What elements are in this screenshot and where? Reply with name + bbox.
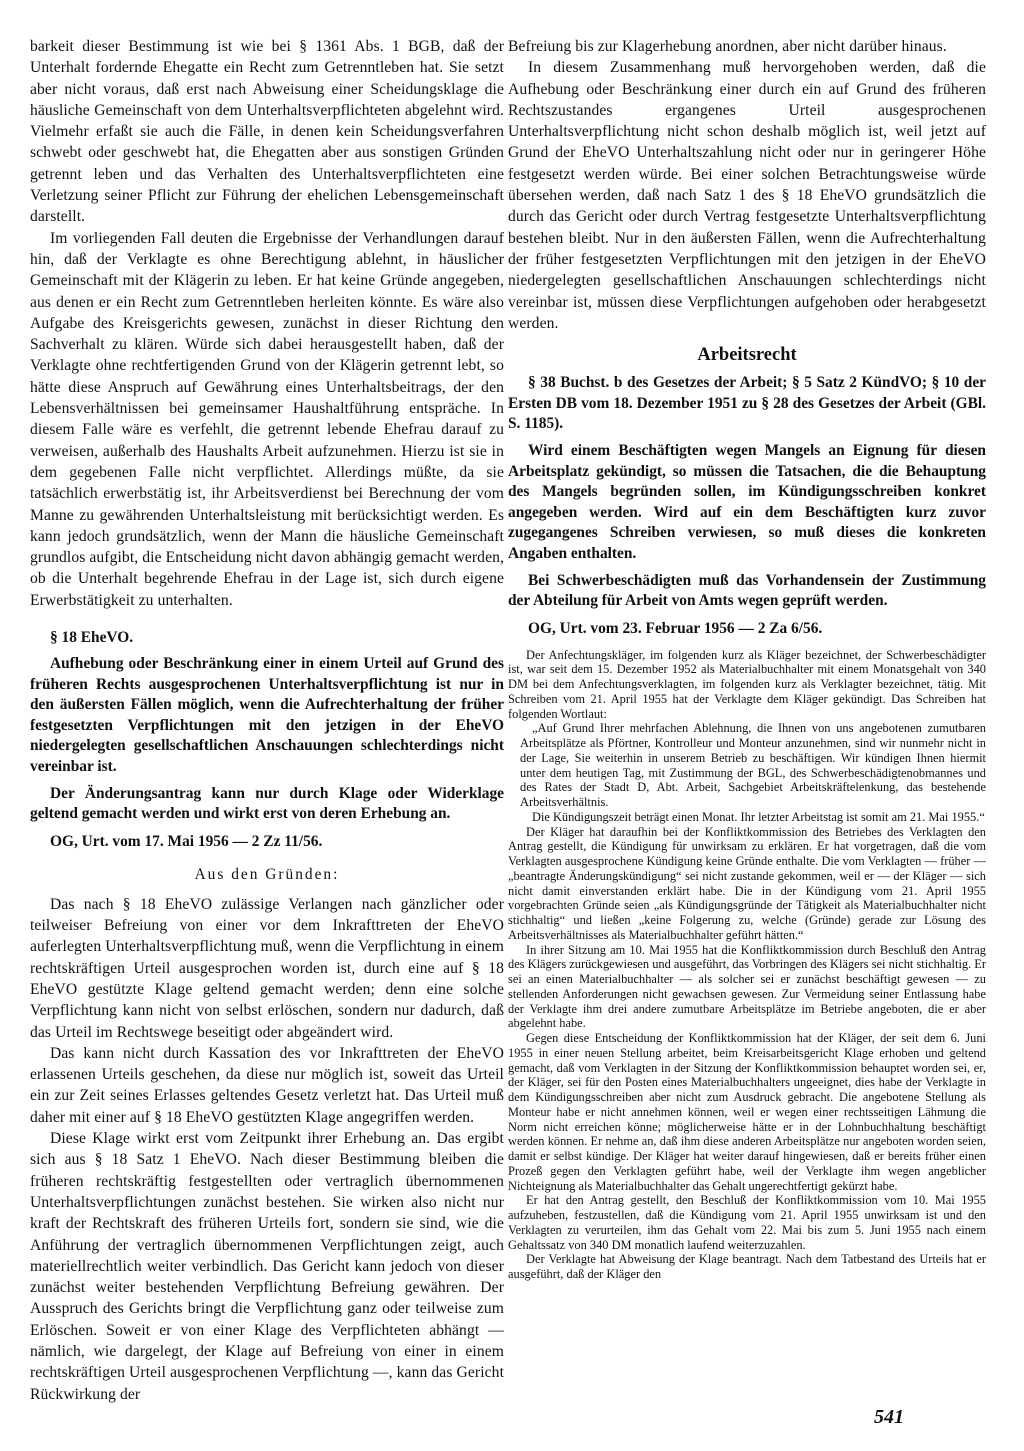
small-paragraph: In ihrer Sitzung am 10. Mai 1955 hat die Konfliktkommission durch Beschluß den Antrag des Klägers zurückgewiesen und ausgeführt, das Vorbringen des Klägers sei nicht stichhaltig. Er sei an einen Materialbuchhalter — als solcher sei er zunächst beschäftigt gewesen — zu stellenden Anforderungen nicht gewachsen gewesen. Zur Vermeidung seiner Entlassung habe der Verklagte ihm drei andere zumutbare Arbeitsplätze im Betriebe angeboten, die er aber abgelehnt habe. (508, 942, 986, 1031)
small-paragraph: Der Verklagte hat Abweisung der Klage beantragt. Nach dem Tatbestand des Urteils hat er ausgeführt, daß der Kläger den (508, 1252, 986, 1282)
law-reference: § 18 EheVO. (50, 629, 134, 647)
quoted-paragraph: „Auf Grund Ihrer mehrfachen Ablehnung, die Ihnen von uns angebotenen zumutbaren Arbeitsplätze als Pförtner, Kontrolleur und Monteur anzunehmen, sind wir nunmehr nicht in der Lage, Sie weiterhin in unserem Betrieb zu beschäftigen. Wir kündigen Ihnen hiermit unter dem heutigen Tag, mit Zustimmung der BGL, des Schwerbeschädigtenobmannes und des Rates der Stadt D, Abt. Arbeit, Sachgebiet Arbeitskräftelenkung, das bestehende Arbeitsverhältnis. (520, 721, 986, 810)
court-citation: OG, Urt. vom 17. Mai 1956 — 2 Zz 11/56. (50, 832, 323, 850)
headnote-paragraph: Wird einem Beschäftigten wegen Mangels an Eignung für diesen Arbeitsplatz gekündigt, so müssen die Tatsachen, die die Behauptung des Mangels begründen sollen, im Kündigungsschreiben konkret angegeben werden. Wird auf ein dem Beschäftigten kurz zuvor zugegangenes Schreiben verwiesen, so muß dieses die konkreten Angaben enthalten. (508, 441, 986, 562)
small-paragraph: Er hat den Antrag gestellt, den Beschluß der Konfliktkommission vom 10. Mai 1955 aufzuheben, festzustellen, daß die Kündigung vom 21. April 1955 unwirksam ist und den Verklagten zu verurteilen, ihm das Gehalt vom 22. Mai bis zum 5. Juni 1955 nach einem Gehaltssatz von 340 DM monatlich laufend weiterzuzahlen. (508, 1193, 986, 1252)
page-number: 541 (874, 1406, 904, 1428)
quoted-paragraph: Die Kündigungszeit beträgt einen Monat. Ihr letzter Arbeitstag ist somit am 21. Mai 1955.“ (532, 809, 985, 824)
body-paragraph: In diesem Zusammenhang muß hervorgehoben werden, daß die Aufhebung oder Beschränkung einer durch ein auf Grund des früheren Rechtszustandes ergangenes Urteil ausgesprochenen Unterhaltsverpflichtung nicht schon deshalb möglich ist, weil jetzt auf Grund der EheVO Unterhaltszahlung nicht oder nur in geringerer Höhe festgesetzt werden würde. Bei einer solchen Betrachtungsweise würde übersehen werden, daß nach Satz 1 des § 18 EheVO grundsätzlich die durch das Gericht oder durch Vertrag festgesetzte Unterhaltsverpflichtung bestehen bleibt. Nur in den äußersten Fällen, wenn die Aufrechterhaltung der früher festgesetzten Verpflichtungen mit den jetzigen in der EheVO niedergelegten gesellschaftlichen Anschauungen schlechterdings nicht vereinbar ist, müssen diese Verpflichtungen aufgehoben oder herabgesetzt werden. (508, 59, 986, 332)
headnote-paragraph: Aufhebung oder Beschränkung einer in einem Urteil auf Grund des früheren Rechts ausgesprochenen Unterhaltsverpflichtung ist nur in den äußersten Fällen möglich, wenn die Aufrechterhaltung der früher festgesetzten Verpflichtungen mit den jetzigen in der EheVO niedergelegten gesellschaftlichen Anschauungen schlechterdings nicht vereinbar ist. (30, 655, 504, 775)
body-paragraph: Diese Klage wirkt erst vom Zeitpunkt ihrer Erhebung an. Das ergibt sich aus § 18 Satz 1 EheVO. Nach dieser Bestimmung bleiben die früheren rechtskräftig festgestellten oder vertraglich übernommenen Unterhaltsverpflichtungen zunächst bestehen. Sie wirken also nicht nur kraft der Rechtskraft des früheren Urteils fort, sondern sie sind, wie die Anführung der vertraglich übernommenen Verpflichtungen zeigt, auch materiellrechtlich weiter verbindlich. Das Gericht kann jedoch von dieser zunächst weiter bestehenden Verpflichtung Befreiung gewähren. Der Ausspruch des Gerichts bringt die Verpflichtung ganz oder teilweise zum Erlöschen. Soweit er von einer Klage des Verpflichteten abhängt — nämlich, wie dargelegt, der Klage auf Befreiung von einer in einem rechtskräftigen Urteil ausgesprochenen Verpflichtung —, kann das Gericht Rückwirkung der (30, 1130, 504, 1403)
left-column (30, 36, 504, 1405)
law-reference: § 38 Buchst. b des Gesetzes der Arbeit; § 5 Satz 2 KündVO; § 10 der Ersten DB vom 18. Dezember 1951 zu § 28 des Gesetzes der Arbeit (GBl. S. 1185). (508, 374, 986, 433)
small-paragraph: Der Anfechtungskläger, im folgenden kurz als Kläger bezeichnet, der Schwerbeschädigter ist, war seit dem 15. Dezember 1952 als Materialbuchhalter mit einem Monatsgehalt von 340 DM bei dem Anfechtungsverklagten, im folgenden kurz als Verklagter bezeichnet, tätig. Mit Schreiben vom 21. April 1955 hat der Verklagte dem Kläger gekündigt. Das Schreiben hat folgenden Wortlaut: (508, 647, 986, 721)
court-citation: OG, Urt. vom 23. Februar 1956 — 2 Za 6/56. (528, 619, 823, 637)
headnote-paragraph: Bei Schwerbeschädigten muß das Vorhandensein der Zustimmung der Abteilung für Arbeit von Amts wegen geprüft werden. (508, 571, 986, 610)
body-paragraph: Im vorliegenden Fall deuten die Ergebnisse der Verhandlungen darauf hin, daß der Verklagte es ohne Berechtigung ablehnt, in häuslicher Gemeinschaft mit der Klägerin zu leben. Er hat keine Gründe angegeben, aus denen er ein Recht zum Getrenntleben herleiten könnte. Es wäre also Aufgabe des Kreisgerichts gewesen, zunächst in dieser Richtung den Sachverhalt zu klären. Würde sich dabei herausgestellt haben, daß der Verklagte ohne rechtfertigenden Grund von der Klägerin getrennt lebt, so hätte diese Anspruch auf Gewährung eines Unterhaltsbeitrags, der den Lebensverhältnissen bei gemeinsamer Haushaltführung entspräche. In diesem Falle wäre es verfehlt, die getrennt lebende Ehefrau darauf zu verweisen, außerhalb des Haushalts Arbeit aufzunehmen. Hierzu ist sie in dem gegebenen Falle nicht verpflichtet. Allerdings müßte, da sie tatsächlich erwerbstätig ist, ihr Arbeitsverdienst bei Berechnung der vom Manne zu gewährenden Unterhaltsleistung mit berücksichtigt werden. Es kann jedoch grundsätzlich, wenn der Mann die häusliche Gemeinschaft grundlos aufgibt, die Entscheidung nicht davon abhängig gemacht werden, ob die Unterhalt begehrende Ehefrau in der Lage ist, sich durch eigene Erwerbstätigkeit zu unterhalten. (30, 229, 504, 609)
body-paragraph: Befreiung bis zur Klagerhebung anordnen, aber nicht darüber hinaus. (508, 38, 947, 55)
small-paragraph: Gegen diese Entscheidung der Konfliktkommission hat der Kläger, der seit dem 6. Juni 1955 in einer neuen Stellung arbeitet, beim Kreisarbeitsgericht Klage erhoben und geltend gemacht, daß vom Verklagten in der Sitzung der Konfliktkommission behauptet worden sei, er, der Kläger, sei für den Posten eines Materialbuchhalters ungeeignet, dies habe der Verklagte in dem Kündigungsschreiben aber nicht zum Ausdruck gebracht. Die angebotene Stellung als Monteur habe er nicht annehmen können, weil er wegen einer rechtsseitigen Lähmung die Norm nicht erreichen könne; möglicherweise hätte er in der Lohnbuchhaltung beschäftigt werden können. Er nehme an, daß ihm diese anderen Arbeitsplätze nur angeboten worden seien, damit er selbst kündige. Der Kläger hat weiter darauf hingewiesen, daß er bereits früher einen Prozeß gegen den Verklagten geführt habe, weil der Verklagte ihm wegen angeblicher Nichteignung als Materialbuchhalter das Gehalt ungerechtfertigt gekürzt habe. (508, 1031, 986, 1193)
body-paragraph: Das nach § 18 EheVO zulässige Verlangen nach gänzlicher oder teilweiser Befreiung von einer vor dem Inkrafttreten der EheVO auferlegten Unterhaltsverpflichtung muß, wenn die Verpflichtung in einem rechtskräftigen Urteil ausgesprochen worden ist, durch eine auf § 18 EheVO gestützte Klage geltend gemacht werden; denn eine solche Verpflichtung kann nicht von selbst erlöschen, sondern nur dadurch, daß das Urteil im Rechtswege beseitigt oder abgeändert wird. (30, 895, 504, 1041)
grounds-heading: Aus den Gründen: (194, 865, 340, 883)
headnote-paragraph: Der Änderungsantrag kann nur durch Klage oder Widerklage geltend gemacht werden und wirkt erst von deren Erhebung an. (30, 784, 504, 823)
section-heading: Arbeitsrecht (697, 345, 797, 366)
body-paragraph: barkeit dieser Bestimmung ist wie bei § 1361 Abs. 1 BGB, daß der Unterhalt fordernde Ehegatte ein Recht zum Getrenntleben hat. Sie setzt aber nicht voraus, daß erst nach Abweisung einer Scheidungsklage die häusliche Gemeinschaft von dem Unterhaltsverpflichteten abgelehnt wird. Vielmehr erfaßt sie auch die Fälle, in denen kein Scheidungsverfahren schwebt oder geschwebt hat, die Ehegatten aber aus sonstigen Gründen getrennt leben und das Verhalten des Unterhaltsverpflichteten eine Verletzung seiner Pflicht zur Führung der ehelichen Lebensgemeinschaft darstellt. (30, 38, 504, 226)
body-paragraph: Das kann nicht durch Kassation des vor Inkrafttreten der EheVO erlassenen Urteils geschehen, da diese nur möglich ist, soweit das Urteil ein zur Zeit seines Erlasses geltendes Gesetz verletzt hat. Das Urteil muß daher mit einer auf § 18 EheVO gestützten Klage angegriffen werden. (30, 1044, 504, 1126)
right-column (508, 36, 986, 1282)
small-paragraph: Der Kläger hat daraufhin bei der Konfliktkommission des Betriebes des Verklagten den Antrag gestellt, die Kündigung für unwirksam zu erklären. Er hat vorgetragen, daß die vom Verklagten ausgesprochene Kündigung keine Gründe enthalte. Die vom Verklagten — früher — „beantragte Änderungskündigung“ sei nicht zustande gekommen, weil er — der Kläger — sich nicht damit einverstanden erklärt habe. Die in der Kündigung vom 21. April 1955 vorgebrachten Gründe seien „als Kündigungsgründe der Tätigkeit als Materialbuchhalter nicht stichhaltig“ und ließen „keine Folgerung zu, welche (Gründe) gerade zur Lösung des Arbeitsverhältnisses als Materialbuchhalter geführt hätten.“ (508, 824, 986, 942)
